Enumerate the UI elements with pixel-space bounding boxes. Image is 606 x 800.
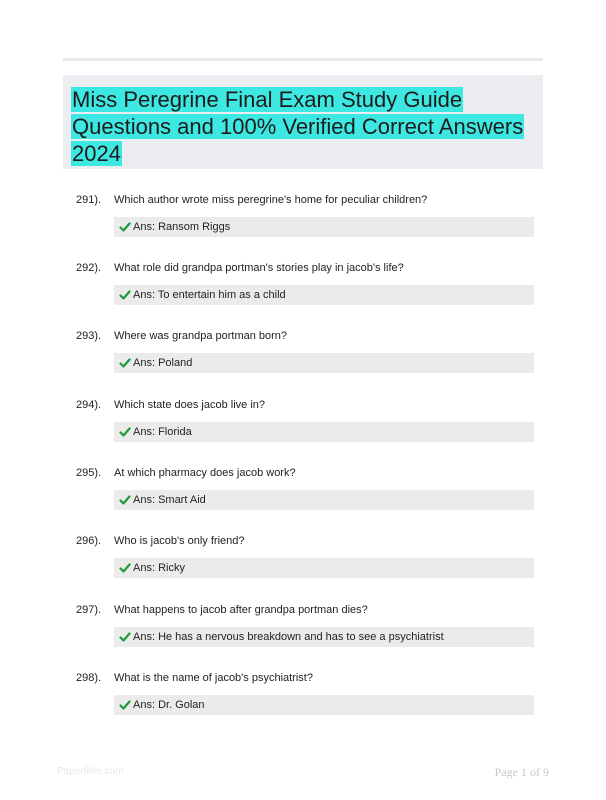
checkmark-icon: [119, 357, 131, 369]
qa-item: [0, 194, 606, 254]
checkmark-icon: [119, 562, 131, 574]
question-text: At which pharmacy does jacob work?: [114, 467, 296, 479]
question-number: 291).: [76, 194, 102, 206]
question-text: Who is jacob's only friend?: [114, 535, 245, 547]
answer-text: Ans: Dr. Golan: [133, 699, 205, 711]
qa-item: [0, 262, 606, 322]
checkmark-icon: [119, 699, 131, 711]
question-number: 293).: [76, 330, 102, 342]
question-number: 295).: [76, 467, 102, 479]
answer-text: Ans: Smart Aid: [133, 494, 206, 506]
answer-box: [114, 558, 534, 578]
qa-item: [0, 672, 606, 732]
checkmark-icon: [119, 494, 131, 506]
question-text: What role did grandpa portman's stories play in jacob's life?: [114, 262, 404, 274]
answer-text: Ans: He has a nervous breakdown and has to see a psychiatrist: [133, 631, 444, 643]
question-number: 296).: [76, 535, 102, 547]
qa-item: [0, 330, 606, 390]
document-title-text: Miss Peregrine Final Exam Study Guide Questions and 100% Verified Correct Answers 2024: [72, 87, 524, 166]
question-number: 298).: [76, 672, 102, 684]
question-number: 297).: [76, 604, 102, 616]
qa-item: [0, 604, 606, 664]
checkmark-icon: [119, 289, 131, 301]
checkmark-icon: [119, 426, 131, 438]
answer-text: Ans: Ransom Riggs: [133, 221, 231, 233]
answer-box: [114, 285, 534, 305]
checkmark-icon: [119, 221, 131, 233]
answer-box: [114, 695, 534, 715]
answer-text: Ans: To entertain him as a child: [133, 289, 286, 301]
answer-box: [114, 490, 534, 510]
checkmark-icon: [119, 631, 131, 643]
question-text: Which state does jacob live in?: [114, 399, 266, 411]
question-text: What is the name of jacob's psychiatrist?: [114, 672, 313, 684]
qa-item: [0, 535, 606, 595]
answer-box: [114, 627, 534, 647]
qa-item: [0, 399, 606, 459]
page-number: Page 1 of 9: [494, 765, 549, 779]
answer-box: [114, 353, 534, 373]
question-number: 294).: [76, 399, 102, 411]
answer-text: Ans: Florida: [133, 426, 192, 438]
top-divider: [63, 58, 543, 61]
answer-box: [114, 422, 534, 442]
qa-item: [0, 467, 606, 527]
question-text: What happens to jacob after grandpa portman dies?: [114, 604, 368, 616]
watermark: Paperfilter.com: [57, 766, 124, 777]
question-text: Which author wrote miss peregrine's home for peculiar children?: [114, 194, 428, 206]
answer-text: Ans: Poland: [133, 357, 193, 369]
question-number: 292).: [76, 262, 102, 274]
answer-text: Ans: Ricky: [133, 562, 185, 574]
question-text: Where was grandpa portman born?: [114, 330, 288, 342]
document-title: [71, 86, 531, 167]
answer-box: [114, 217, 534, 237]
